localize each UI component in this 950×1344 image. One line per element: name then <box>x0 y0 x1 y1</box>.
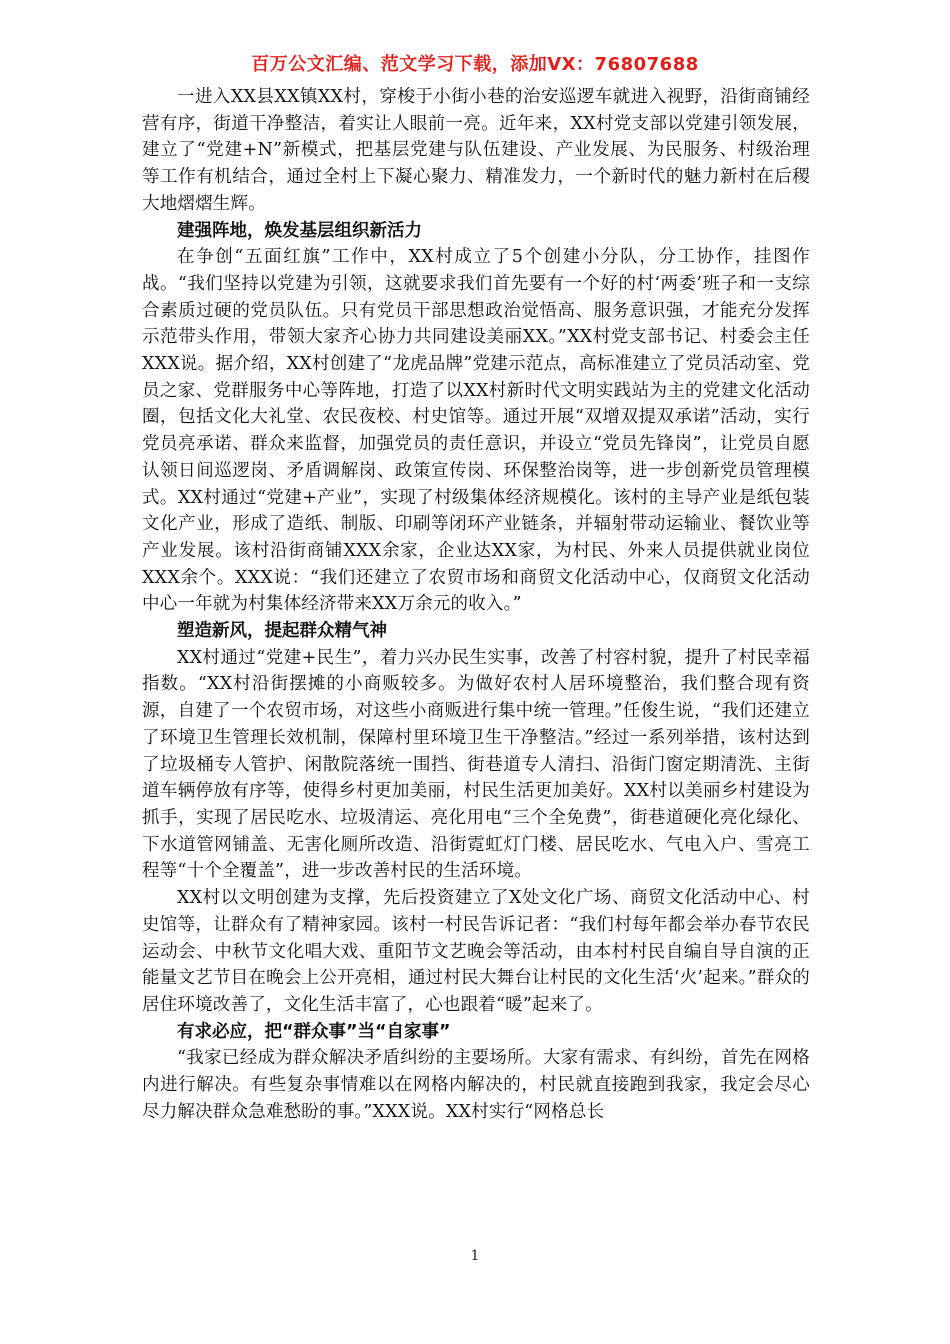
section-heading-2: 塑造新风，提起群众精气神 <box>177 621 387 642</box>
watermark-banner: 百万公文汇编、范文学习下载，添加VX：76807688 <box>251 54 699 75</box>
paragraph-5: “我家已经成为群众解决矛盾纠纷的主要场所。大家有需求、有纠纷，首先在网格内进行解决。有些复杂事情难以在网格内解决的，村民就直接跑到我家，我定会尽心尽力解决群众急难愁盼的事。”XXX说。XX村实行“网格总长 <box>142 1048 810 1122</box>
paragraph-4: XX村以文明创建为支撑，先后投资建立了X处文化广场、商贸文化活动中心、村史馆等，让群众有了精神家园。该村一村民告诉记者：“我们村每年都会举办春节农民运动会、中秋节文化唱大戏、重阳节文艺晚会等活动，由本村村民自编自导自演的正能量文艺节目在晚会上公开亮相，通过村民大舞台让村民的文化生活‘火’起来。”群众的居住环境改善了，文化生活丰富了，心也跟着“暖”起来了。 <box>142 888 810 1015</box>
article-body <box>142 84 810 1125</box>
paragraph-2: 在争创“五面红旗”工作中，XX村成立了5个创建小分队，分工协作，挂图作战。“我们坚持以党建为引领，这就要求我们首先要有一个好的村‘两委’班子和一支综合素质过硬的党员队伍。只有党员干部思想政治觉悟高、服务意识强，才能充分发挥示范带头作用，带领大家齐心协力共同建设美丽XX。”XX村党支部书记、村委会主任XXX说。据介绍，XX村创建了“龙虎品牌”党建示范点，高标准建立了党员活动室、党员之家、党群服务中心等阵地，打造了以XX村新时代文明实践站为主的党建文化活动圈，包括文化大礼堂、农民夜校、村史馆等。通过开展“双增双提双承诺”活动，实行党员亮承诺、群众来监督，加强党员的责任意识，并设立“党员先锋岗”，让党员自愿认领日间巡逻岗、矛盾调解岗、政策宣传岗、环保整治岗等，进一步创新党员管理模式。XX村通过“党建+产业”，实现了村级集体经济规模化。该村的主导产业是纸包装文化产业，形成了造纸、制版、印刷等闭环产业链条，并辐射带动运输业、餐饮业等产业发展。该村沿街商铺XXX余家，企业达XX家，为村民、外来人员提供就业岗位XXX余个。XXX说：“我们还建立了农贸市场和商贸文化活动中心，仅商贸文化活动中心一年就为村集体经济带来XX万余元的收入。” <box>142 247 810 615</box>
page-number: 1 <box>470 1248 480 1264</box>
section-heading-1: 建强阵地，焕发基层组织新活力 <box>177 220 422 241</box>
section-heading-3: 有求必应，把“群众事”当“自家事” <box>177 1021 451 1042</box>
paragraph-intro: 一进入XX县XX镇XX村，穿梭于小街小巷的治安巡逻车就进入视野，沿街商铺经营有序，街道干净整洁，着实让人眼前一亮。近年来，XX村党支部以党建引领发展，建立了“党建+N”新模式，把基层党建与队伍建设、产业发展、为民服务、村级治理等工作有机结合，通过全村上下凝心聚力、精准发力，一个新时代的魅力新村在后稷大地熠熠生辉。 <box>142 87 810 214</box>
paragraph-3: XX村通过“党建+民生”，着力兴办民生实事，改善了村容村貌，提升了村民幸福指数。“XX村沿街摆摊的小商贩较多。为做好农村人居环境整治，我们整合现有资源，自建了一个农贸市场，对这些小商贩进行集中统一管理。”任俊生说，“我们还建立了环境卫生管理长效机制，保障村里环境卫生干净整洁。”经过一系列举措，该村达到了垃圾桶专人管护、闲散院落统一围挡、街巷道专人清扫、沿街门窗定期清洗、主街道车辆停放有序等，使得乡村更加美丽，村民生活更加美好。XX村以美丽乡村建设为抓手，实现了居民吃水、垃圾清运、亮化用电“三个全免费”，街巷道硬化亮化绿化、下水道管网铺盖、无害化厕所改造、沿街霓虹灯门楼、居民吃水、气电入户、雪亮工程等“十个全覆盖”，进一步改善村民的生活环境。 <box>142 647 810 882</box>
